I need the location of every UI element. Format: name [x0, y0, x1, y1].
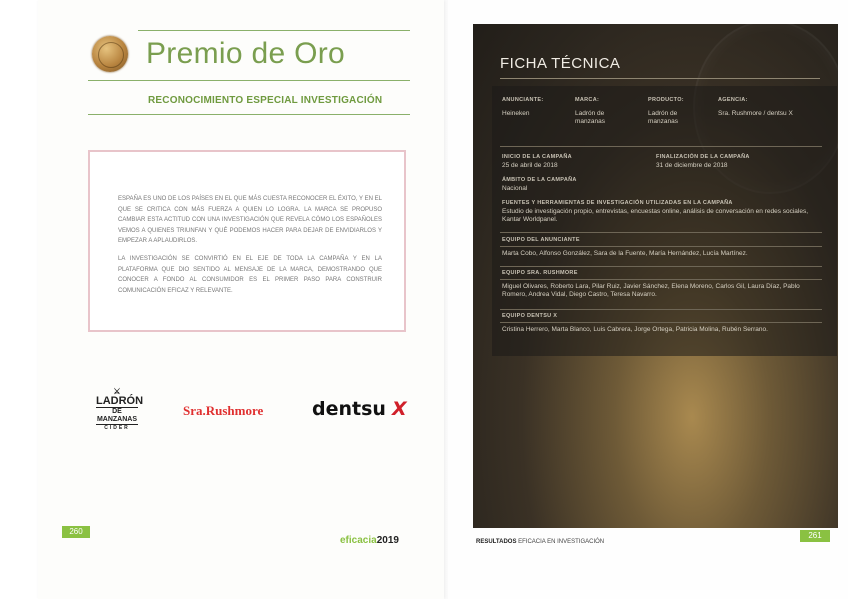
brand-label: MARCA: — [575, 97, 600, 103]
ladron-logo-line2: DE MANZANAS — [96, 408, 138, 423]
results-footer-bold: RESULTADOS — [476, 539, 517, 545]
product-value: Ladrón de manzanas — [648, 110, 678, 125]
eficacia-year: 2019 — [376, 535, 399, 546]
agency-label: AGENCIA: — [718, 97, 748, 103]
brand-value: Ladrón de manzanas — [575, 110, 605, 125]
section-divider — [500, 146, 822, 147]
heading-rule — [500, 78, 820, 79]
gold-medal-icon — [92, 36, 128, 72]
scope-value: Nacional — [502, 185, 528, 192]
tech-sheet-heading: FICHA TÉCNICA — [500, 55, 621, 72]
section-divider — [500, 322, 822, 323]
advertiser-team-value: Marta Cobo, Alfonso González, Sara de la Fuente, María Hernández, Lucía Martínez. — [502, 250, 748, 257]
start-label: INICIO DE LA CAMPAÑA — [502, 154, 572, 160]
apple-thief-mark-icon: ⚔ — [113, 387, 121, 396]
award-title: Premio de Oro — [146, 37, 345, 70]
advertiser-value: Heineken — [502, 110, 530, 117]
sources-label: FUENTES Y HERRAMIENTAS DE INVESTIGACIÓN UTILIZADAS EN LA CAMPAÑA — [502, 200, 733, 206]
summary-paragraph-2: LA INVESTIGACIÓN SE CONVIRTIÓ EN EL EJE DE TODA LA CAMPAÑA Y EN LA PLATAFORMA QUE DIO SENTIDO AL MENSAJE DE LA MARCA, DEMOSTRANDO QUE CONOCER A FONDO AL CONSUMIDOR ES EL PRIMER PASO PARA CONSTRUIR COMUNICACIÓN EFICAZ Y RELEVANTE. — [118, 256, 382, 294]
ladron-logo-line1: LADRÓN — [96, 395, 144, 407]
section-divider — [500, 266, 822, 267]
sources-value: Estudio de investigación propio, entrevistas, encuestas online, análisis de conversación en redes sociales, Kantar Worldpanel. — [502, 208, 809, 223]
summary-paragraph-1: ESPAÑA ES UNO DE LOS PAÍSES EN EL QUE MÁS CUESTA RECONOCER EL ÉXITO, Y EN EL QUE SE CRITICA CON MÁS FUERZA A QUIEN LO LOGRA. LA MARCA SE PROPUSO CAMBIAR ESTA ACTITUD CON UNA INVESTIGACIÓN QUE REVELA CÓMO LOS ESPAÑOLES VEMOS A QUIENES TRIUNFAN Y QUÉ PODEMOS HACER PARA DEJAR DE ENVIDIARLOS Y EMPEZAR A APLAUDIRLOS. — [118, 196, 382, 244]
right-page-number: 261 — [800, 530, 830, 542]
scope-label: ÁMBITO DE LA CAMPAÑA — [502, 177, 577, 183]
results-footer-rest: EFICACIA EN INVESTIGACIÓN — [516, 539, 605, 545]
ladron-de-manzanas-logo — [96, 387, 144, 431]
agency-value: Sra. Rushmore / dentsu X — [718, 110, 793, 117]
ladron-logo-line3: CIDER — [104, 425, 130, 431]
section-divider — [500, 279, 822, 280]
title-top-rule — [138, 30, 410, 31]
left-page-number: 260 — [62, 526, 90, 538]
dentsu-logo-text: dentsu — [312, 398, 386, 420]
subtitle-rule — [88, 114, 410, 115]
product-label: PRODUCTO: — [648, 97, 684, 103]
section-divider — [500, 232, 822, 233]
end-value: 31 de diciembre de 2018 — [656, 162, 728, 169]
dentsu-team-label: EQUIPO DENTSU X — [502, 313, 558, 319]
advertiser-team-label: EQUIPO DEL ANUNCIANTE — [502, 237, 580, 243]
results-footer — [476, 539, 604, 545]
eficacia-footer-logo — [340, 535, 399, 546]
dentsu-logo-x: X — [391, 398, 407, 420]
dentsu-x-logo — [312, 398, 407, 420]
title-bottom-rule — [88, 80, 410, 81]
start-value: 25 de abril de 2018 — [502, 162, 558, 169]
dentsu-team-value: Cristina Herrero, Marta Blanco, Luis Cabrera, Jorge Ortega, Patricia Molina, Rubén Serrano. — [502, 326, 768, 333]
advertiser-label: ANUNCIANTE: — [502, 97, 544, 103]
eficacia-word: eficacia — [340, 535, 377, 546]
section-divider — [500, 309, 822, 310]
agency-team-label: EQUIPO SRA. RUSHMORE — [502, 270, 578, 276]
sra-rushmore-logo: Sra.Rushmore — [183, 403, 264, 418]
agency-team-value: Miguel Olivares, Roberto Lara, Pilar Ruiz, Javier Sánchez, Elena Moreno, Carlos Gil, Laura Díaz, Pablo Romero, Andrea Vidal, Diego Castro, Teresa Navarro. — [502, 283, 800, 298]
section-divider — [500, 246, 822, 247]
end-label: FINALIZACIÓN DE LA CAMPAÑA — [656, 154, 750, 160]
award-subtitle: RECONOCIMIENTO ESPECIAL INVESTIGACIÓN — [148, 95, 383, 106]
